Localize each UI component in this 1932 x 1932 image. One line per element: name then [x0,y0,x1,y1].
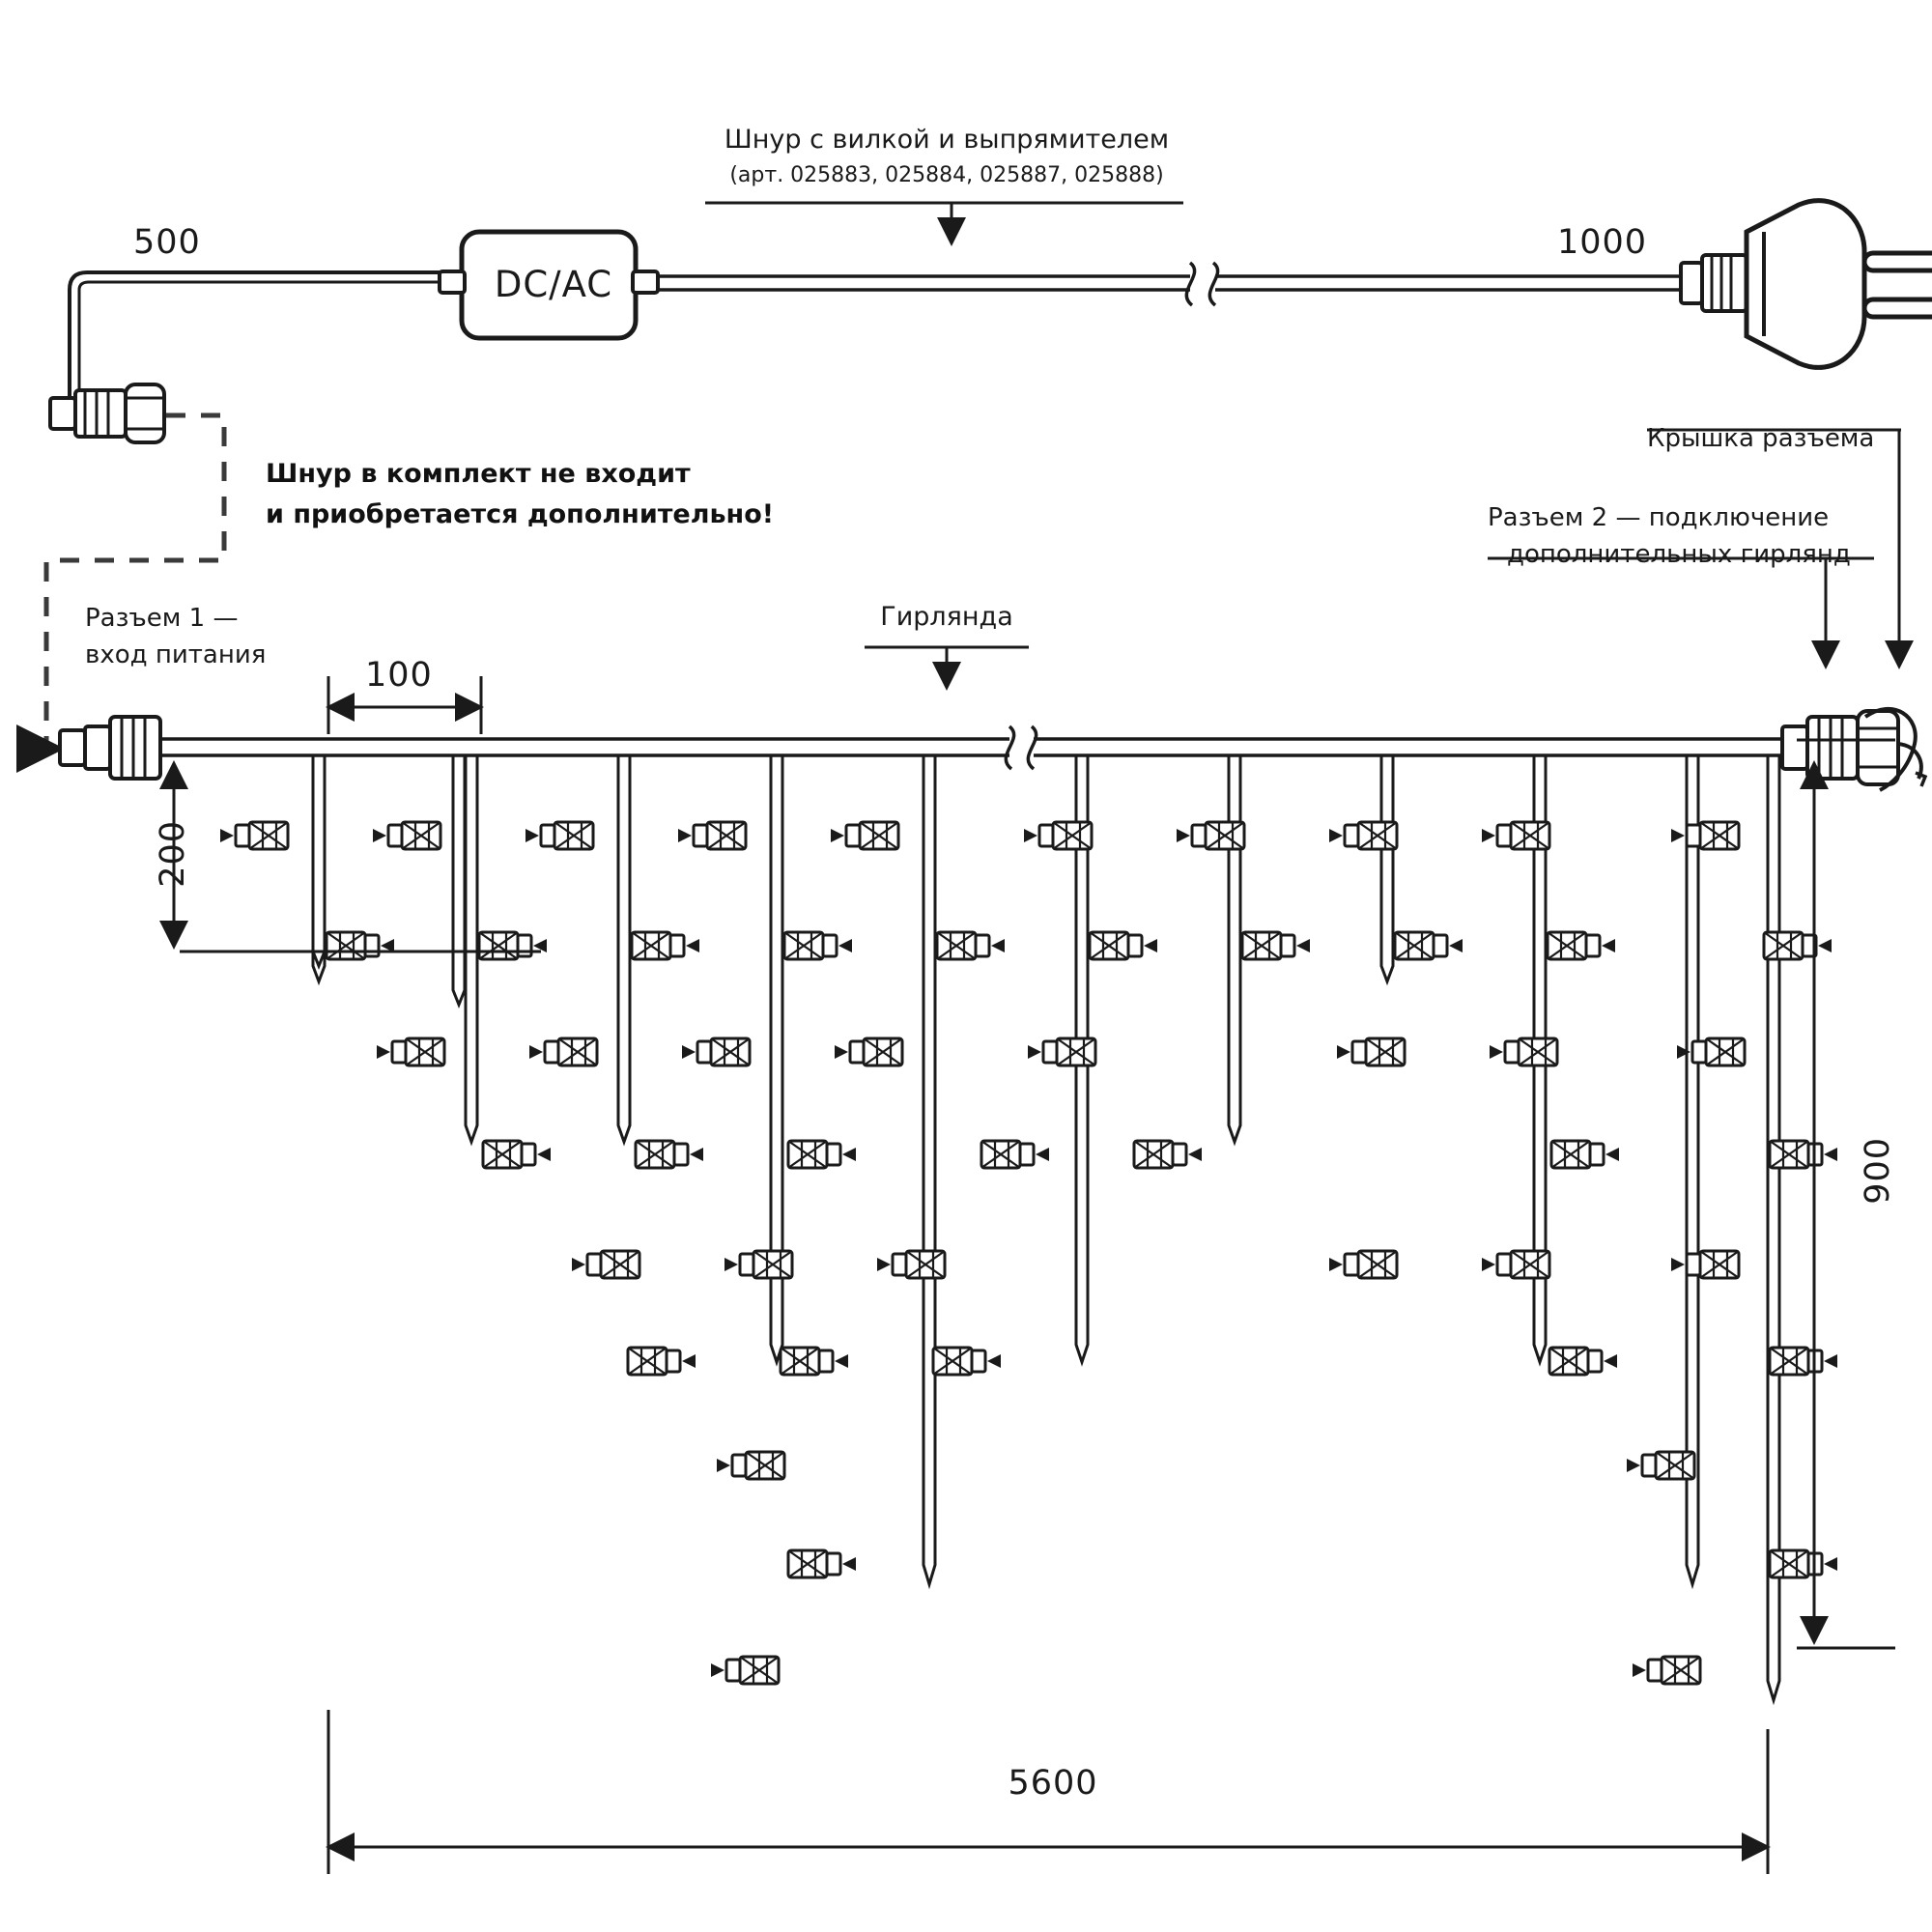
connector1-label-line2: вход питания [85,640,267,669]
connector1-label-line1: Разъем 1 — [85,604,239,633]
connector2-label-line1: Разъем 2 — подключение [1488,503,1830,532]
connector2-caption-leader [1488,558,1874,667]
dim-200 [155,755,541,952]
dimension-5600-label: 5600 [1008,1764,1098,1803]
garland-caption-leader [865,647,1029,688]
garland-main-bus [155,726,1782,769]
connector2-label-line2: дополнительных гирлянд [1507,540,1851,569]
note-cord-not-included-line1: Шнур в комплект не входит [266,459,691,489]
garland-input-connector-icon [60,717,160,779]
dimension-100-label: 100 [365,656,433,695]
dimension-500-label: 500 [133,223,201,262]
cap-caption-label: Крышка разъема [1647,424,1875,453]
dimension-900-label: 900 [1859,1136,1898,1205]
dimension-1000-label: 1000 [1557,223,1648,262]
garland-caption-label: Гирлянда [880,602,1013,632]
icicle-strands [313,755,465,1180]
cord-caption-title: Шнур с вилкой и выпрямителем [724,125,1170,155]
dimension-200-label: 200 [154,819,193,888]
note-cord-not-included-line2: и приобретается дополнительно! [266,499,775,529]
garland-output-connector-icon [1782,711,1898,784]
power-input-connector-icon [50,384,164,442]
cord-caption-leader [705,203,1183,243]
cord-caption-subtitle: (арт. 025883, 025884, 025887, 025888) [729,163,1164,187]
strand-group [313,755,1779,1700]
mains-plug-icon [1681,201,1932,368]
not-included-dashed-path [46,415,224,749]
dc-ac-adapter-label: DC/AC [494,264,613,305]
